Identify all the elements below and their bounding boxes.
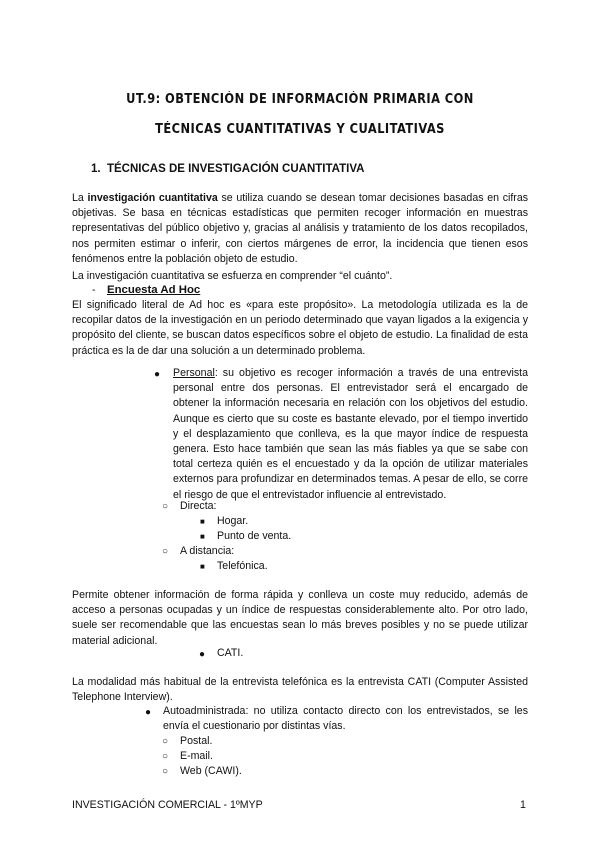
section-heading [91,163,364,175]
intro-rest: se utiliza cuando se desean tomar decisiones basadas en cifras objetivas. Se basa en técnicas estadísticas que permiten recoger información en muestras representativas del público objetivo y, gracias al análisis y tratamiento de los datos recopilados, nos permiten estimar o inferir, con ciertos márgenes de error, la incidencia que tienen esos fenómenos entre la población objeto de estudio. [72,192,529,265]
bullet-circle-icon: ○ [162,766,169,777]
bullet-square-icon: ■ [200,532,205,541]
bullet-circle-icon: ○ [162,751,169,762]
adhoc-dash: - [92,284,96,296]
document-title-line-1: UT.9: OBTENCIÓN DE INFORMACIÓN PRIMARIA CON [126,92,474,107]
intro-bold-term: investigación cuantitativa [87,192,218,204]
section-number: 1. [91,163,101,175]
adhoc-paragraph: El significado literal de Ad hoc es «para este propósito». La metodología utilizada es la de recopilar datos de la investigación en un periodo determinado que vayan ligados a la exigencia y propósito del cliente, se buscan datos específicos sobre el objeto de estudio. La finalidad de esta práctica es la de dar una solución a un determinado problema. [72,299,528,357]
mode-hogar: Hogar. [217,515,249,527]
footer-page-number: 1 [520,799,526,811]
mode-telefonica: Telefónica. [217,560,268,572]
cati-item: CATI. [217,647,244,659]
bullet-circle-icon: ○ [162,736,169,747]
mode-punto-venta: Punto de venta. [217,530,292,542]
auto-web: Web (CAWI). [180,765,242,777]
personal-text: : su objetivo es recoger información a través de una entrevista personal entre dos personas. El entrevistador será el encargado de obtener la información necesaria en relación con los objetivos del estudio. Aunque es cierto que su coste es bastante elevado, por el tiempo invertido y el desplazamiento que conlleva, es la que mayor índice de respuesta genera. Esto hace también que sean las más fiables ya que se sabe con total certeza quién es el encuestado y da la opción de utilizar materiales externos para profundizar en determinados temas. A pesar de ello, se corre el riesgo de que el entrevistador influencie al entrevistado. [173,367,528,501]
bullet-disc-icon: ● [199,649,206,660]
telefonica-paragraph: Permite obtener información de forma rápida y conlleva un coste muy reducido, además de acceso a personas ocupadas y un índice de respuestas considerablemente alto. Por otro lado, suele ser recomendable que las encuestas sean lo más breves posibles y no se puede utilizar material adicional. [72,589,528,647]
mode-directa: Directa: [180,500,217,512]
section-title: TÉCNICAS DE INVESTIGACIÓN CUANTITATIVA [106,163,365,175]
bullet-circle-icon: ○ [162,501,169,512]
auto-email: E-mail. [180,750,213,762]
intro-lead: La [72,192,88,204]
footer-course: INVESTIGACIÓN COMERCIAL - 1ºMYP [72,799,263,811]
adhoc-heading: Encuesta Ad Hoc [107,284,201,296]
autoadministrada-paragraph: Autoadministrada: no utiliza contacto directo con los entrevistados, se les envía el cuestionario por distintas vías. [163,705,528,733]
personal-label: Personal [173,367,215,379]
bullet-disc-icon: ● [145,707,152,718]
personal-paragraph [173,366,528,503]
bullet-square-icon: ■ [200,562,205,571]
auto-postal: Postal. [180,735,213,747]
bullet-square-icon: ■ [200,517,205,526]
cuanto-paragraph: La investigación cuantitativa se esfuerza en comprender “el cuánto”. [72,270,393,282]
bullet-disc-icon: ● [154,369,161,380]
mode-distancia: A distancia: [180,545,235,557]
document-title-line-2: TÉCNICAS CUANTITATIVAS Y CUALITATIVAS [155,122,445,137]
intro-paragraph [72,191,528,267]
bullet-circle-icon: ○ [162,546,169,557]
cati-paragraph: La modalidad más habitual de la entrevista telefónica es la entrevista CATI (Computer Assisted Telephone Interview). [72,676,528,704]
